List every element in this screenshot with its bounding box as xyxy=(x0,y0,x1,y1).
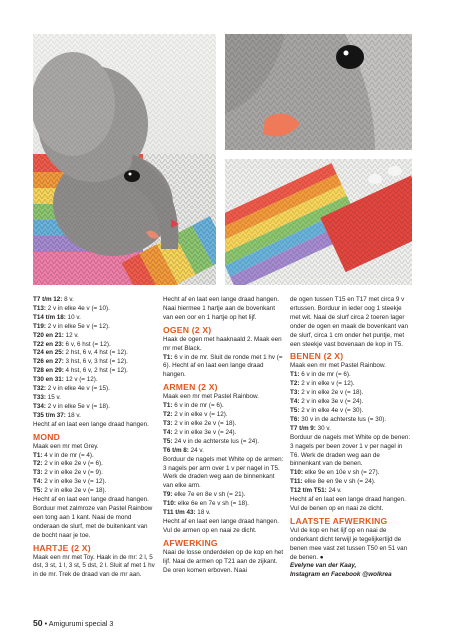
row-text: 6 v in de mr (= 6). xyxy=(172,402,224,410)
row-text: 24 v. xyxy=(188,446,204,454)
section-heading-armen: ARMEN (2 X) xyxy=(163,382,218,393)
slurf-line xyxy=(33,412,155,421)
armen-instructions xyxy=(163,393,285,536)
row-label: T5: xyxy=(290,406,300,414)
slurf-line xyxy=(33,367,155,376)
row-label: T26 en 27: xyxy=(33,358,64,366)
row-text: 30 v in de achterste lus (= 30). xyxy=(299,415,387,423)
slurf-line xyxy=(33,349,155,358)
armen-line xyxy=(163,447,285,456)
row-text: 15 v. xyxy=(45,393,61,401)
row-label: T12 t/m T51: xyxy=(290,487,327,495)
slurf-line xyxy=(33,376,155,385)
row-text: Maak een mr met Grey. xyxy=(33,442,99,450)
row-text: 4 hst, 6 v, 2 hst (= 12). xyxy=(63,367,128,375)
row-label: T5: xyxy=(163,437,173,445)
ogen-instructions xyxy=(163,336,285,381)
mond-line xyxy=(33,496,155,541)
row-text: 10 v. xyxy=(65,313,81,321)
row-text: 2 v in elke 2e v (= 6). xyxy=(42,460,103,468)
magazine-name: Amigurumi special 3 xyxy=(48,619,114,628)
armen-line xyxy=(163,393,285,402)
row-label: T14 t/m 18: xyxy=(33,313,66,321)
row-label: T1: xyxy=(33,451,43,459)
row-label: T19: xyxy=(33,322,46,330)
row-text: 2 v in elke 2e v (= 9). xyxy=(42,469,103,477)
section-heading-hartje: HARTJE (2 X) xyxy=(33,542,91,553)
designer-social: Instagram en Facebook @wolkrea xyxy=(290,571,392,579)
row-text: Maak een mr met Pastel Rainbow. xyxy=(163,393,259,401)
row-label: T6 t/m 8: xyxy=(163,446,189,454)
slurf-line xyxy=(33,341,155,350)
row-text: 2 v in elke v (= 12). xyxy=(172,411,228,419)
benen-line xyxy=(290,478,412,487)
slurf-line xyxy=(33,314,155,323)
row-text: Borduur de nagels met White op de armen: 3 nagels per arm over 1 v per nagel in T5. Werk de draden weg aan de binnenkant van elke arm. xyxy=(163,455,284,490)
row-text: elke 8e en 9e v sh (= 24). xyxy=(302,478,376,486)
armen-line xyxy=(163,438,285,447)
armen-line xyxy=(163,420,285,429)
row-text: Hecht af en laat een lange draad hangen. Vul de armen op en naai ze dicht. xyxy=(163,517,279,534)
section-heading-laatste-afwerking: LAATSTE AFWERKING xyxy=(290,515,388,526)
section-heading-mond: MOND xyxy=(33,431,61,442)
row-text: 12 v. xyxy=(63,331,79,339)
row-label: T28 en 29: xyxy=(33,367,64,375)
page-number: 50 xyxy=(33,618,43,628)
column-1 xyxy=(33,296,155,580)
row-label: T5: xyxy=(33,487,43,495)
row-text: 2 v in elke 5e v (= 12). xyxy=(45,322,110,330)
row-text: 2 v in elke 4e v (= 15). xyxy=(45,385,110,393)
row-label: T13: xyxy=(33,304,46,312)
row-text: 18 v. xyxy=(65,411,81,419)
row-text: Borduur de nagels met White op de benen: 3 nagels per been zover 1 v per nagel in T6. Werk de draden weg aan de binnenkant van de benen. xyxy=(290,433,411,468)
slurf-line xyxy=(33,394,155,403)
slurf-line xyxy=(33,305,155,314)
row-text: 24 v. xyxy=(326,487,342,495)
row-label: T3: xyxy=(290,389,300,397)
armen-line xyxy=(163,500,285,509)
designer-signature: Evelyne van der Kaay, xyxy=(290,562,357,570)
row-text: 2 hst, 6 v, 4 hst (= 12). xyxy=(63,349,128,357)
column-3 xyxy=(290,296,412,580)
row-label: T3: xyxy=(33,469,43,477)
benen-line xyxy=(290,425,412,434)
slurf-line xyxy=(33,421,155,430)
slurf-line xyxy=(33,323,155,332)
row-label: T11: xyxy=(290,478,303,486)
slurf-line xyxy=(33,385,155,394)
benen-line xyxy=(290,380,412,389)
row-text: Maak een mr met Pastel Rainbow. xyxy=(290,362,386,370)
armen-line xyxy=(163,509,285,518)
row-label: T10: xyxy=(163,500,176,508)
row-text: 30 v. xyxy=(315,424,331,432)
page-footer xyxy=(33,618,113,628)
row-label: T33: xyxy=(33,393,46,401)
row-text: 18 v. xyxy=(195,509,211,517)
mond-line xyxy=(33,452,155,461)
row-label: T4: xyxy=(163,428,173,436)
benen-line xyxy=(290,398,412,407)
slurf-line xyxy=(33,403,155,412)
row-text: 2 v in elke v (= 12). xyxy=(299,380,355,388)
row-label: T22 en 23: xyxy=(33,340,64,348)
armen-line xyxy=(163,429,285,438)
row-label: T11 t/m 43: xyxy=(163,509,196,517)
row-text: 3 hst, 6 v, 3 hst (= 12). xyxy=(63,358,128,366)
mond-line xyxy=(33,469,155,478)
mond-line xyxy=(33,443,155,452)
benen-instructions xyxy=(290,362,412,513)
feet-closeup-photo xyxy=(225,159,412,285)
benen-line xyxy=(290,496,412,514)
laatste-afwerking-instructions: Vul de kop en het lijf op en naai de onderkant dicht terwijl je tegelijkertijd de benen mee vast zet tussen T50 en 51 van de benen. ● xyxy=(290,526,408,561)
pattern-rows-body xyxy=(33,296,155,430)
row-text: 2 v in elke 4e v (= 30). xyxy=(299,406,364,414)
row-text: 2 v in elke 2e v (= 18). xyxy=(42,487,107,495)
row-label: T4: xyxy=(290,398,300,406)
column-2 xyxy=(163,296,285,575)
benen-line xyxy=(290,371,412,380)
row-text: 2 v in elke 3e v (= 24). xyxy=(172,428,237,436)
row-label: T2: xyxy=(33,460,43,468)
row-text: 4 v in de mr (= 4). xyxy=(42,451,94,459)
row-text: Hecht af en laat een lange draad hangen. Vul de benen op en naai ze dicht. xyxy=(290,496,406,512)
benen-line xyxy=(290,362,412,371)
row-text: 2 v in elke 2e v (= 18). xyxy=(299,389,364,397)
armen-line xyxy=(163,491,285,500)
row-label: T9: xyxy=(163,491,173,499)
row-text: 24 v in de achterste lus (= 24). xyxy=(172,437,260,445)
row-text: 2 v in elke 3e v (= 24). xyxy=(299,398,364,406)
row-label: T30 en 31: xyxy=(33,376,64,384)
benen-line xyxy=(290,389,412,398)
row-text: elke 6e en 7e v sh (= 18). xyxy=(175,500,249,508)
slurf-line xyxy=(33,296,155,305)
afwerking-continued: de ogen tussen T15 en T17 met circa 9 v ertussen. Borduur in ieder oog 1 steekje met wit. Naai de slurf circa 2 toeren lager onder de ogen en maak de bovenkant van de slurf, circa 1 cm onder het puntje, met een steekje vast bovenaan de kop in T5. xyxy=(290,296,408,348)
slurf-line xyxy=(33,332,155,341)
row-label: T1: xyxy=(163,402,173,410)
row-text: 6 v in de mr (= 6). xyxy=(299,371,351,379)
row-label: T1: xyxy=(290,371,300,379)
benen-line xyxy=(290,416,412,425)
mond-line xyxy=(33,460,155,469)
ogen-line xyxy=(163,336,285,354)
row-label: T10: xyxy=(290,469,303,477)
row-text: 12 v (= 12). xyxy=(63,376,98,384)
mond-line xyxy=(33,478,155,487)
benen-line xyxy=(290,407,412,416)
row-label: T24 en 25: xyxy=(33,349,64,357)
armen-line xyxy=(163,456,285,492)
row-label: T6: xyxy=(290,415,300,423)
benen-line xyxy=(290,434,412,470)
row-text: elke 7e en 8e v sh (= 21). xyxy=(172,491,246,499)
row-label: T4: xyxy=(33,478,43,486)
section-heading-ogen: OGEN (2 X) xyxy=(163,324,212,335)
elephant-photo xyxy=(33,34,216,285)
benen-line xyxy=(290,487,412,496)
hartje-instructions: Maak een mr met Toy. Haak in de mr: 2 l, 5 dst, 3 st, 1 l, 3 st, 5 dst, 2 l. Sluit af met 1 hv in de mr. Trek de draad van de mr aan. xyxy=(33,553,155,579)
row-text: 2 v in elke 3e v (= 12). xyxy=(42,478,107,486)
section-heading-afwerking: AFWERKING xyxy=(163,537,218,548)
row-text: Hecht af en laat een lange draad hangen. xyxy=(33,420,149,428)
end-mark: ● xyxy=(319,553,324,561)
row-text: 8 v. xyxy=(62,296,74,303)
row-label: T7 t/m 9: xyxy=(290,424,316,432)
row-text: Haak de ogen met haaknaald 2. Maak een mr met Black. xyxy=(163,335,282,352)
footer-bullet: • xyxy=(44,619,48,628)
ogen-line xyxy=(163,354,285,381)
row-text: elke 9e en 10e v sh (= 27). xyxy=(302,469,380,477)
row-label: T20 en 21: xyxy=(33,331,64,339)
row-label: T34: xyxy=(33,402,46,410)
eye-closeup-photo xyxy=(225,34,412,150)
section-heading-benen: BENEN (2 X) xyxy=(290,351,344,362)
row-label: T7 t/m 12: xyxy=(33,296,63,303)
row-text: 6 v in de mr. Sluit de ronde met 1 hv (= 6). Hecht af en laat een lange draad hangen. xyxy=(163,353,283,379)
row-label: T2: xyxy=(290,380,300,388)
row-text: 2 v in elke 2e v (= 18). xyxy=(172,419,237,427)
row-label: T2: xyxy=(163,411,173,419)
row-label: T32: xyxy=(33,385,46,393)
hartje-finishing: Hecht af en laat een lange draad hangen. Naai hiermee 1 hartje aan de bovenkant van een oor en 1 hartje op het lijf. xyxy=(163,296,279,321)
armen-line xyxy=(163,518,285,536)
mond-instructions xyxy=(33,443,155,541)
row-text: 2 v in elke 5e v (= 18). xyxy=(45,402,110,410)
mond-line xyxy=(33,487,155,496)
row-text: 2 v in elke 4e v (= 10). xyxy=(45,304,110,312)
armen-line xyxy=(163,402,285,411)
armen-line xyxy=(163,411,285,420)
afwerking-instructions: Naai de losse onderdelen op de kop en het lijf. Naai de armen op T21 aan de zijkant. De oren komen erboven. Naai xyxy=(163,548,284,574)
benen-line xyxy=(290,469,412,478)
row-text: Hecht af en laat een lange draad hangen. Borduur met zalmroze van Pastel Rainbow een tong aan 1 kant. Naai de mond onderaan de slurf, met de buitenkant van de bocht naar je toe. xyxy=(33,496,153,539)
slurf-line xyxy=(33,358,155,367)
row-label: T35 t/m 37: xyxy=(33,411,66,419)
row-label: T1: xyxy=(163,353,173,361)
row-label: T3: xyxy=(163,419,173,427)
row-text: 6 v, 6 hst (= 12). xyxy=(63,340,111,348)
